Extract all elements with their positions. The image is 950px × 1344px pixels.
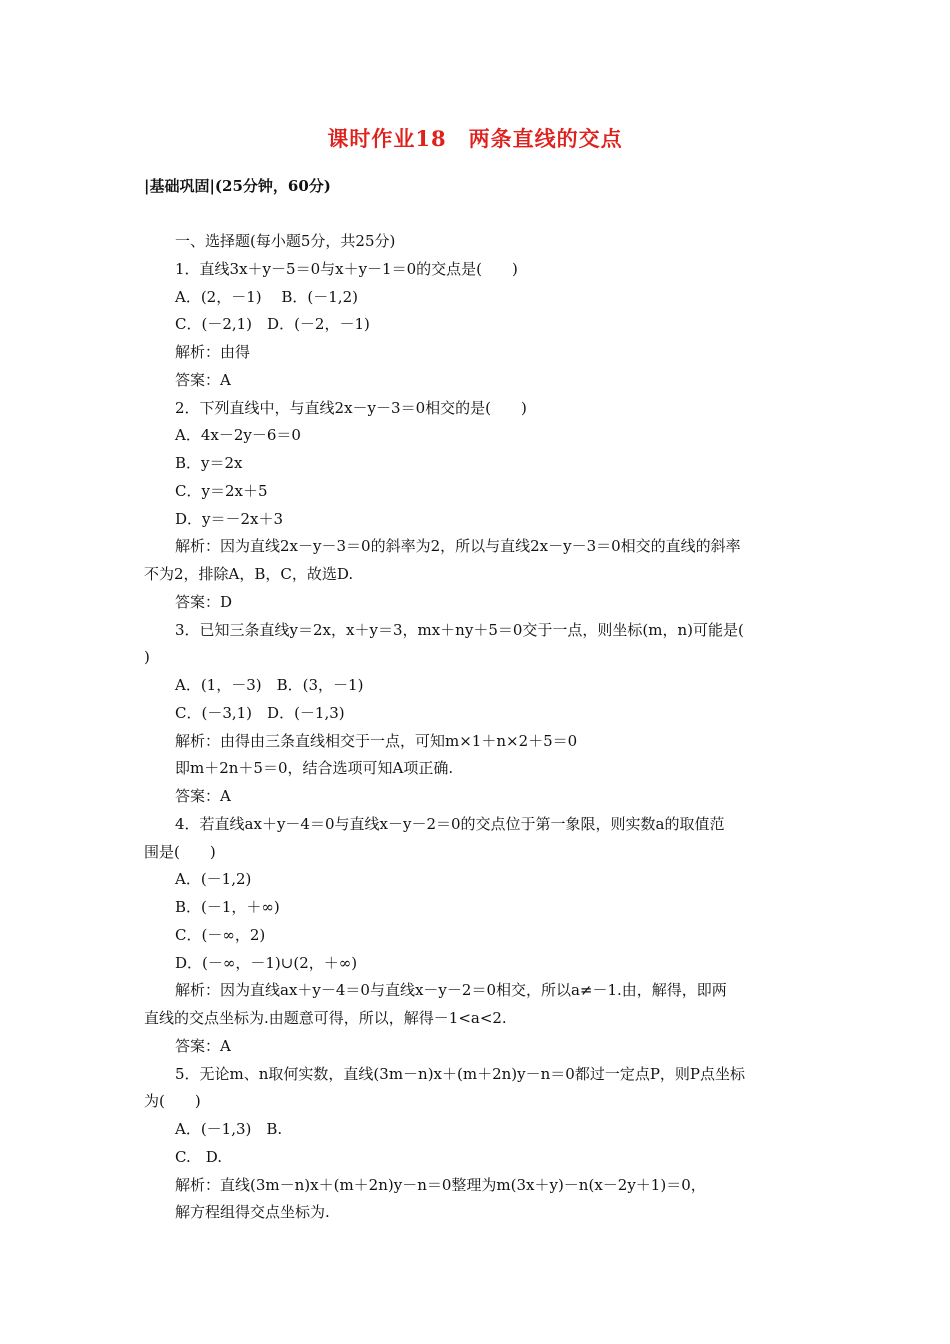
text-line: 5．无论m、n取何实数，直线(3m－n)x＋(m＋2n)y－n＝0都过一定点P，则P点坐标 bbox=[175, 1064, 746, 1083]
text-line: 一、选择题(每小题5分，共25分) bbox=[175, 232, 396, 250]
text-line: C．y＝2x＋5 bbox=[175, 481, 268, 500]
text-line: A．(1，－3) B．(3，－1) bbox=[175, 676, 364, 694]
text-line: B．(－1，＋∞) bbox=[175, 898, 280, 916]
text-line: 1．直线3x＋y－5＝0与x＋y－1＝0的交点是( ) bbox=[175, 259, 518, 278]
text-line: 解析：直线(3m－n)x＋(m＋2n)y－n＝0整理为m(3x＋y)－n(x－2y＋1)＝0， bbox=[175, 1175, 706, 1194]
text-line: A．(－1,2) bbox=[175, 870, 252, 889]
text-line: C. D. bbox=[175, 1147, 222, 1166]
text-line: B．y＝2x bbox=[175, 454, 243, 472]
text-line: 解析：由得 bbox=[175, 343, 251, 361]
text-line: 解析：由得由三条直线相交于一点，可知m×1＋n×2＋5＝0 bbox=[175, 731, 578, 750]
text-line: C．(－∞，2) bbox=[175, 925, 266, 944]
text-line: D．(－∞，－1)∪(2，＋∞) bbox=[175, 953, 358, 972]
page-title: 课时作业18 两条直线的交点 bbox=[327, 126, 623, 151]
text-line: A．(－1,3) B. bbox=[175, 1120, 283, 1138]
text-line: 解析：因为直线ax＋y－4＝0与直线x－y－2＝0相交，所以a≠－1.由，解得，即两 bbox=[175, 981, 727, 1000]
text-line: 即m＋2n＋5＝0，结合选项可知A项正确. bbox=[175, 759, 454, 778]
text-line: C．(－3,1) D．(－1,3) bbox=[175, 703, 345, 722]
text-line: 答案：A bbox=[175, 1036, 231, 1055]
text-line: C．(－2,1) D．(－2，－1) bbox=[175, 315, 370, 334]
text-line: 2．下列直线中，与直线2x－y－3＝0相交的是( ) bbox=[175, 398, 527, 417]
text-line: 不为2，排除A，B，C，故选D. bbox=[144, 565, 354, 583]
document-body bbox=[144, 228, 806, 1227]
text-line: ) bbox=[144, 648, 150, 667]
text-line: 3．已知三条直线y＝2x，x＋y＝3，mx＋ny＋5＝0交于一点，则坐标(m，n)可能是( bbox=[175, 620, 744, 639]
text-line: 解析：因为直线2x－y－3＝0的斜率为2，所以与直线2x－y－3＝0相交的直线的斜率 bbox=[175, 537, 741, 556]
text-line: 为( ) bbox=[144, 1092, 201, 1111]
text-line: 4．若直线ax＋y－4＝0与直线x－y－2＝0的交点位于第一象限，则实数a的取值范 bbox=[175, 814, 725, 833]
text-line: 围是( ) bbox=[144, 842, 216, 861]
text-line: 直线的交点坐标为.由题意可得，所以，解得－1<a<2. bbox=[144, 1009, 507, 1027]
text-line: A．(2，－1) B．(－1,2) bbox=[175, 287, 358, 306]
text-line: D．y＝－2x＋3 bbox=[175, 509, 284, 528]
text-line: 答案：A bbox=[175, 787, 231, 805]
text-line: 答案：A bbox=[175, 370, 231, 389]
text-line: A．4x－2y－6＝0 bbox=[175, 426, 301, 445]
text-line: 答案：D bbox=[175, 592, 233, 611]
section-heading: |基础巩固|(25分钟，60分) bbox=[144, 177, 331, 195]
text-line: 解方程组得交点坐标为. bbox=[175, 1203, 330, 1222]
